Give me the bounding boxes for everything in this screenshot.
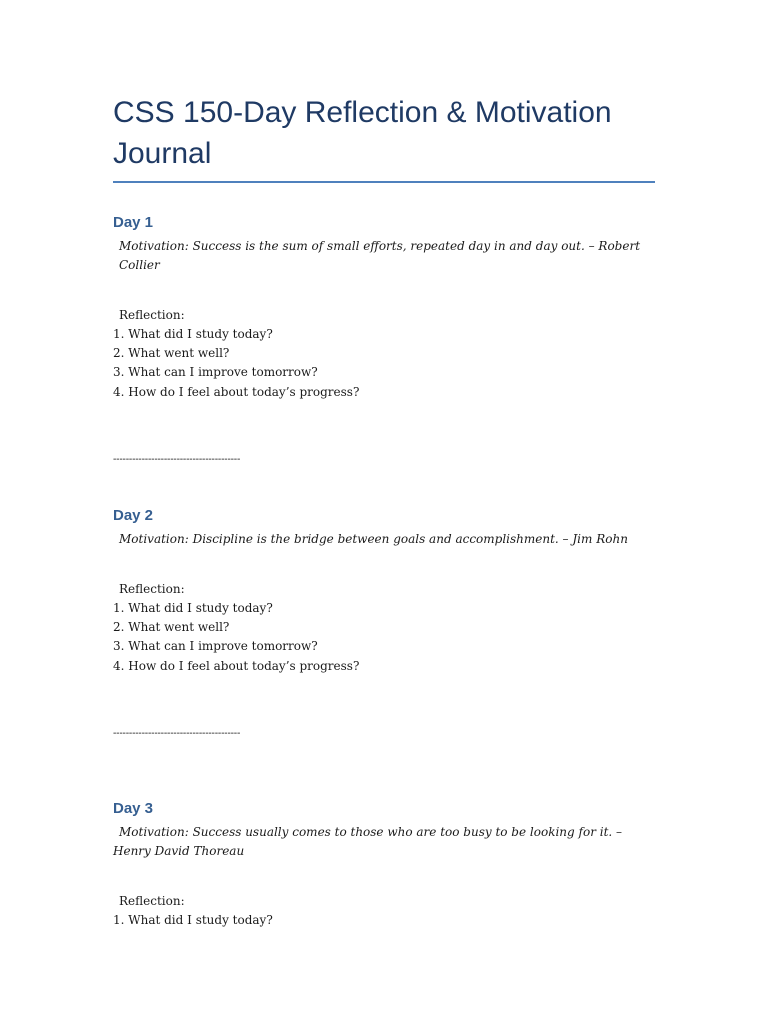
day-heading: Day 2 bbox=[113, 507, 154, 524]
reflection-label: Reflection: bbox=[119, 308, 185, 322]
reflection-label: Reflection: bbox=[119, 894, 185, 908]
question-item: 1. What did I study today? bbox=[113, 913, 273, 927]
motivation-quote: Motivation: Success usually comes to those who are too busy to be looking for it. – Henry David Thoreau bbox=[113, 825, 623, 858]
question-item: 1. What did I study today? bbox=[113, 327, 273, 341]
day-section-3 bbox=[113, 800, 655, 930]
motivation-quote: Motivation: Discipline is the bridge between goals and accomplishment. – Jim Rohn bbox=[119, 532, 628, 546]
day-section-2 bbox=[113, 507, 655, 741]
question-item: 2. What went well? bbox=[113, 346, 230, 361]
reflection-questions bbox=[113, 325, 655, 402]
question-item: 3. What can I improve tomorrow? bbox=[113, 365, 318, 380]
question-item: 1. What did I study today? bbox=[113, 601, 273, 615]
question-item: 4. How do I feel about today’s progress? bbox=[113, 658, 360, 673]
reflection-label: Reflection: bbox=[119, 582, 185, 596]
motivation-quote: Motivation: Success is the sum of small efforts, repeated day in and day out. – Robert Collier bbox=[119, 239, 641, 272]
journal-page bbox=[113, 92, 655, 183]
day-section-1 bbox=[113, 214, 655, 467]
page-title: CSS 150-Day Reflection & Motivation Journal bbox=[113, 92, 655, 183]
day-separator: ---------------------------------------- bbox=[113, 727, 241, 739]
question-item: 2. What went well? bbox=[113, 620, 230, 635]
question-item: 4. How do I feel about today’s progress? bbox=[113, 384, 360, 399]
question-item: 3. What can I improve tomorrow? bbox=[113, 639, 318, 654]
reflection-questions bbox=[113, 599, 655, 676]
day-heading: Day 3 bbox=[113, 800, 154, 817]
day-heading: Day 1 bbox=[113, 214, 154, 231]
day-separator: ---------------------------------------- bbox=[113, 453, 241, 465]
reflection-questions bbox=[113, 911, 655, 930]
